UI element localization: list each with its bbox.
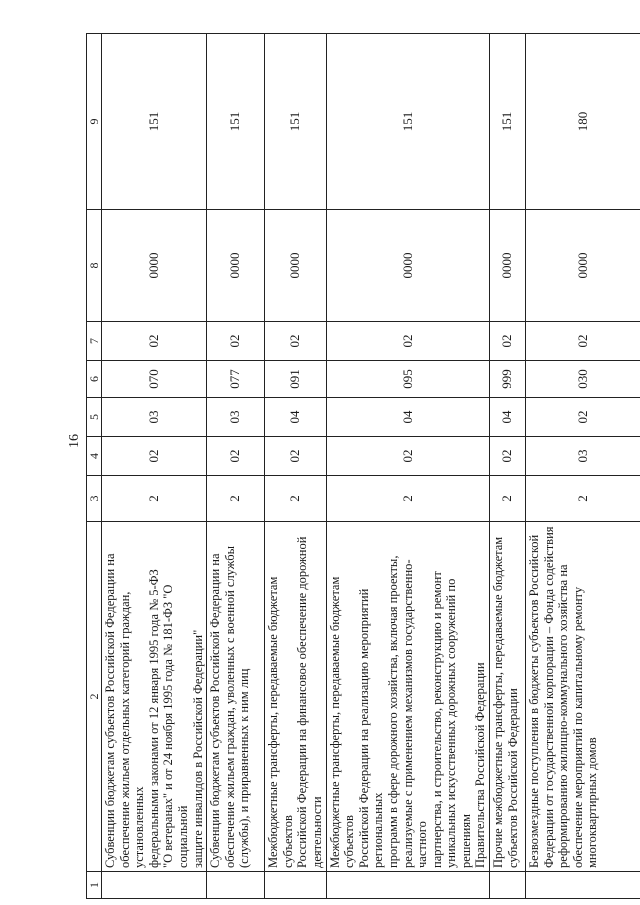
code-cell-4: 02 <box>207 437 265 476</box>
row-number-cell <box>526 872 640 899</box>
code-cell-5: 03 <box>102 398 207 437</box>
description-line: деятельности <box>309 796 324 868</box>
code-cell-9: 180 <box>526 34 640 210</box>
code-cell-6: 070 <box>102 361 207 398</box>
description-line: федеральными законами от 12 января 1995 года № 5-ФЗ <box>146 569 161 868</box>
code-cell-6: 095 <box>326 361 490 398</box>
code-cell-7: 02 <box>490 322 526 361</box>
description-line: уникальных искусственных дорожных сооружений по решениям <box>444 578 473 868</box>
table-row <box>526 34 640 899</box>
description-line: Российской Федерации на финансовое обеспечение дорожной <box>295 536 310 868</box>
description-line: субъектов Российской Федерации <box>505 688 520 868</box>
description-line: Прочие межбюджетные трансферты, передаваемые бюджетам <box>491 536 506 868</box>
description-line: Российской Федерации на реализацию мероприятий региональных <box>356 588 386 868</box>
description-line: обеспечение жильем граждан, уволенных с военной службы <box>222 546 237 868</box>
code-cell-9: 151 <box>490 34 526 210</box>
row-description <box>207 522 265 872</box>
row-number-cell <box>265 872 326 899</box>
code-cell-5: 04 <box>265 398 326 437</box>
code-cell-3: 2 <box>526 476 640 522</box>
row-description <box>102 522 207 872</box>
header-col-2: 2 <box>87 522 102 872</box>
code-cell-8: 0000 <box>490 210 526 322</box>
code-cell-9: 151 <box>102 34 207 210</box>
description-line: партнерства, и строительство, реконструкцию и ремонт <box>429 571 444 868</box>
budget-codes-table <box>86 33 640 899</box>
table-body <box>102 34 640 899</box>
code-cell-4: 03 <box>526 437 640 476</box>
row-description <box>326 522 490 872</box>
description-line: "О ветеранах" и от 24 ноября 1995 года № 181-ФЗ "О социальной <box>161 584 190 868</box>
code-cell-5: 04 <box>326 398 490 437</box>
code-cell-7: 02 <box>326 322 490 361</box>
code-cell-5: 04 <box>490 398 526 437</box>
table-row <box>326 34 490 899</box>
code-cell-7: 02 <box>207 322 265 361</box>
table-header-row <box>87 34 102 899</box>
row-number-cell <box>326 872 490 899</box>
description-line: реформированию жилищно-коммунального хозяйства на <box>556 564 571 868</box>
header-col-5: 5 <box>87 398 102 437</box>
page-number: 16 <box>67 434 82 448</box>
header-col-9: 9 <box>87 34 102 210</box>
row-number-cell <box>490 872 526 899</box>
code-cell-4: 02 <box>490 437 526 476</box>
code-cell-8: 0000 <box>326 210 490 322</box>
code-cell-3: 2 <box>490 476 526 522</box>
description-line: Безвозмездные поступления в бюджеты субъектов Российской <box>527 534 542 868</box>
description-line: обеспечение мероприятий по капитальному ремонту <box>570 586 585 868</box>
code-cell-7: 02 <box>102 322 207 361</box>
header-col-3: 3 <box>87 476 102 522</box>
description-line: реализуемые с применением механизмов государственно-частного <box>400 559 430 868</box>
description-line: (службы), и приравненных к ним лиц <box>237 668 252 868</box>
code-cell-9: 151 <box>265 34 326 210</box>
row-description <box>265 522 326 872</box>
code-cell-5: 02 <box>526 398 640 437</box>
code-cell-5: 03 <box>207 398 265 437</box>
code-cell-3: 2 <box>326 476 490 522</box>
code-cell-7: 02 <box>265 322 326 361</box>
description-line: Межбюджетные трансферты, передаваемые бюджетам субъектов <box>327 576 357 868</box>
row-description <box>526 522 640 872</box>
table-row <box>207 34 265 899</box>
rotated-page-region <box>86 34 601 899</box>
description-line: Межбюджетные трансферты, передаваемые бюджетам субъектов <box>266 576 295 868</box>
code-cell-8: 0000 <box>265 210 326 322</box>
code-cell-8: 0000 <box>526 210 640 322</box>
header-col-1: 1 <box>87 872 102 899</box>
code-cell-3: 2 <box>207 476 265 522</box>
code-cell-6: 030 <box>526 361 640 398</box>
description-line: обеспечение жильем отдельных категорий граждан, установленных <box>117 591 147 868</box>
code-cell-4: 02 <box>326 437 490 476</box>
description-line: Субвенции бюджетам субъектов Российской Федерации на <box>208 553 223 868</box>
table-row <box>490 34 526 899</box>
code-cell-8: 0000 <box>102 210 207 322</box>
description-line: Субвенции бюджетам субъектов Российской Федерации на <box>103 553 117 868</box>
row-description <box>490 522 526 872</box>
description-line: программ в сфере дорожного хозяйства, включая проекты, <box>385 555 400 868</box>
description-line: многоквартирных домов <box>585 737 600 868</box>
code-cell-4: 02 <box>265 437 326 476</box>
code-cell-3: 2 <box>102 476 207 522</box>
code-cell-7: 02 <box>526 322 640 361</box>
header-col-4: 4 <box>87 437 102 476</box>
code-cell-6: 077 <box>207 361 265 398</box>
row-number-cell <box>102 872 207 899</box>
rotated-table-container <box>86 34 601 899</box>
description-line: Правительства Российской Федерации <box>473 662 488 868</box>
description-line: Федерации от государственной корпорации – Фонда содействия <box>541 526 556 868</box>
code-cell-8: 0000 <box>207 210 265 322</box>
code-cell-9: 151 <box>326 34 490 210</box>
description-line: защите инвалидов в Российской Федерации" <box>190 629 205 868</box>
code-cell-6: 999 <box>490 361 526 398</box>
code-cell-9: 151 <box>207 34 265 210</box>
code-cell-4: 02 <box>102 437 207 476</box>
table-row <box>265 34 326 899</box>
table-row <box>102 34 207 899</box>
row-number-cell <box>207 872 265 899</box>
header-col-6: 6 <box>87 361 102 398</box>
header-col-8: 8 <box>87 210 102 322</box>
code-cell-6: 091 <box>265 361 326 398</box>
header-col-7: 7 <box>87 322 102 361</box>
code-cell-3: 2 <box>265 476 326 522</box>
